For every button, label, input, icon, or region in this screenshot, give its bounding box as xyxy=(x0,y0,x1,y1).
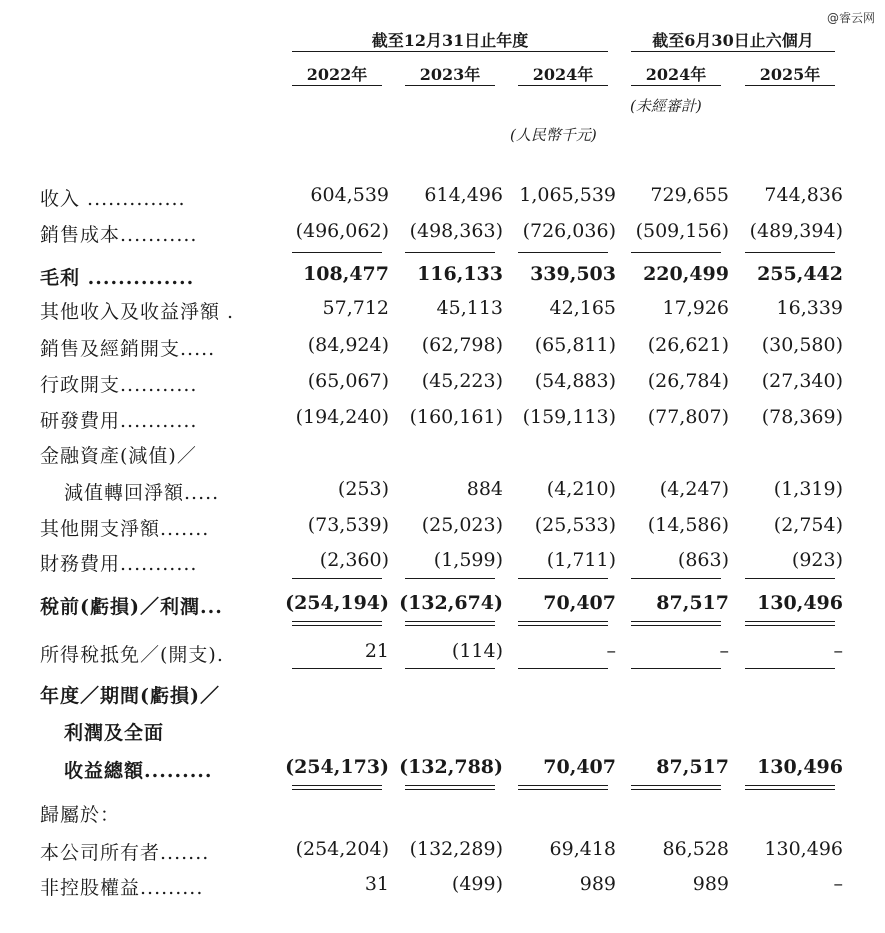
rule-single xyxy=(745,252,835,253)
table-cell: 614,496 xyxy=(424,184,503,206)
table-cell: (132,289) xyxy=(409,838,503,860)
table-cell: (45,223) xyxy=(421,370,503,392)
rule-double xyxy=(405,625,495,626)
table-cell: (489,394) xyxy=(749,220,843,242)
table-cell: (4,210) xyxy=(546,478,616,500)
rule-single xyxy=(518,252,608,253)
table-cell: 604,539 xyxy=(310,184,389,206)
rule-double xyxy=(631,621,721,622)
year-rule-4 xyxy=(631,85,721,86)
table-cell: 130,496 xyxy=(764,838,843,860)
header-group-halfyear-rule xyxy=(631,51,835,52)
table-cell: (26,784) xyxy=(647,370,729,392)
table-cell: (159,113) xyxy=(522,406,616,428)
rule-double xyxy=(292,789,382,790)
rule-double xyxy=(745,785,835,786)
row-label: 研發費用........... xyxy=(40,410,198,432)
rule-single xyxy=(405,578,495,579)
unit-note: (人民幣千元) xyxy=(510,126,597,144)
table-cell: 339,503 xyxy=(530,263,616,285)
table-cell: (14,586) xyxy=(647,514,729,536)
year-header-5: 2025年 xyxy=(759,65,821,84)
rule-double xyxy=(518,625,608,626)
table-cell: (160,161) xyxy=(409,406,503,428)
table-cell: 744,836 xyxy=(764,184,843,206)
table-cell: (1,711) xyxy=(546,549,616,571)
table-cell: (65,067) xyxy=(307,370,389,392)
table-cell: (4,247) xyxy=(659,478,729,500)
table-cell: 108,477 xyxy=(303,263,389,285)
rule-single xyxy=(745,578,835,579)
table-cell: (254,173) xyxy=(285,756,389,778)
table-cell: 989 xyxy=(692,873,729,895)
table-cell: (194,240) xyxy=(295,406,389,428)
table-cell: (25,533) xyxy=(534,514,616,536)
rule-double xyxy=(518,789,608,790)
table-cell: 21 xyxy=(364,640,389,662)
table-cell: 130,496 xyxy=(757,756,843,778)
table-cell: (78,369) xyxy=(761,406,843,428)
header-group-year: 截至12月31日止年度 xyxy=(371,31,529,50)
table-cell: (1,319) xyxy=(773,478,843,500)
row-label: 銷售及經銷開支..... xyxy=(40,338,216,360)
table-cell: (132,788) xyxy=(399,756,503,778)
row-label: 非控股權益......... xyxy=(40,877,204,899)
rule-double xyxy=(292,785,382,786)
rule-double xyxy=(405,621,495,622)
table-cell: 70,407 xyxy=(543,592,616,614)
table-cell: (114) xyxy=(451,640,503,662)
table-cell: 116,133 xyxy=(417,263,503,285)
rule-single xyxy=(405,252,495,253)
table-cell: 220,499 xyxy=(643,263,729,285)
table-cell: (496,062) xyxy=(295,220,389,242)
table-cell: – xyxy=(833,640,843,662)
rule-single xyxy=(631,668,721,669)
table-cell: 69,418 xyxy=(549,838,616,860)
table-cell: 255,442 xyxy=(757,263,843,285)
table-cell: 130,496 xyxy=(757,592,843,614)
table-cell: (54,883) xyxy=(534,370,616,392)
rule-single xyxy=(518,578,608,579)
table-cell: (923) xyxy=(791,549,843,571)
table-cell: (2,754) xyxy=(773,514,843,536)
table-cell: 87,517 xyxy=(656,756,729,778)
table-cell: 70,407 xyxy=(543,756,616,778)
table-cell: (253) xyxy=(337,478,389,500)
rule-single xyxy=(292,668,382,669)
table-cell: (84,924) xyxy=(307,334,389,356)
watermark-text: @睿云网 xyxy=(826,11,875,25)
row-label: 其他收入及收益淨額 . xyxy=(40,301,235,323)
year-rule-3 xyxy=(518,85,608,86)
header-group-halfyear: 截至6月30日止六個月 xyxy=(652,31,814,50)
year-rule-5 xyxy=(745,85,835,86)
table-cell: (25,023) xyxy=(421,514,503,536)
unaudited-note: (未經審計) xyxy=(630,97,702,115)
rule-double xyxy=(405,785,495,786)
header-group-year-rule xyxy=(292,51,608,52)
table-cell: 884 xyxy=(466,478,503,500)
table-cell: – xyxy=(833,873,843,895)
row-label: 年度／期間(虧損)／ xyxy=(40,685,220,707)
table-cell: (26,621) xyxy=(647,334,729,356)
table-cell: 1,065,539 xyxy=(519,184,616,206)
table-cell: – xyxy=(606,640,616,662)
row-label: 利潤及全面 xyxy=(64,722,165,744)
rule-single xyxy=(292,252,382,253)
row-label: 本公司所有者....... xyxy=(40,842,210,864)
year-rule-2 xyxy=(405,85,495,86)
table-cell: (498,363) xyxy=(409,220,503,242)
table-cell: (73,539) xyxy=(307,514,389,536)
table-cell: (62,798) xyxy=(421,334,503,356)
rule-double xyxy=(518,621,608,622)
table-cell: 45,113 xyxy=(436,297,503,319)
table-cell: (2,360) xyxy=(319,549,389,571)
table-cell: 57,712 xyxy=(322,297,389,319)
table-cell: (1,599) xyxy=(433,549,503,571)
row-label: 行政開支........... xyxy=(40,374,198,396)
row-label: 收入 .............. xyxy=(40,188,186,210)
year-header-1: 2022年 xyxy=(306,65,368,84)
rule-double xyxy=(292,621,382,622)
rule-single xyxy=(631,252,721,253)
year-header-4: 2024年 xyxy=(645,65,707,84)
rule-double xyxy=(631,625,721,626)
rule-double xyxy=(405,789,495,790)
rule-single xyxy=(745,668,835,669)
row-label: 金融資產(減值)／ xyxy=(40,445,197,467)
table-cell: (726,036) xyxy=(522,220,616,242)
rule-single xyxy=(518,668,608,669)
rule-double xyxy=(745,625,835,626)
table-cell: (499) xyxy=(451,873,503,895)
table-cell: (65,811) xyxy=(534,334,616,356)
table-cell: (254,194) xyxy=(285,592,389,614)
table-cell: (27,340) xyxy=(761,370,843,392)
table-cell: 86,528 xyxy=(662,838,729,860)
rule-double xyxy=(518,785,608,786)
rule-single xyxy=(631,578,721,579)
row-label: 銷售成本........... xyxy=(40,224,198,246)
row-label: 毛利 .............. xyxy=(40,267,195,289)
row-label: 其他開支淨額....... xyxy=(40,518,210,540)
year-header-2: 2023年 xyxy=(419,65,481,84)
table-cell: (509,156) xyxy=(635,220,729,242)
table-cell: (132,674) xyxy=(399,592,503,614)
table-cell: (863) xyxy=(677,549,729,571)
year-header-3: 2024年 xyxy=(532,65,594,84)
table-cell: 16,339 xyxy=(776,297,843,319)
rule-single xyxy=(405,668,495,669)
table-cell: 989 xyxy=(579,873,616,895)
rule-double xyxy=(631,785,721,786)
table-cell: (30,580) xyxy=(761,334,843,356)
row-label: 所得稅抵免／(開支). xyxy=(40,644,224,666)
rule-single xyxy=(292,578,382,579)
row-label: 減值轉回淨額..... xyxy=(64,482,220,504)
year-rule-1 xyxy=(292,85,382,86)
table-cell: 17,926 xyxy=(662,297,729,319)
table-cell: 31 xyxy=(364,873,389,895)
rule-double xyxy=(631,789,721,790)
rule-double xyxy=(745,621,835,622)
row-label: 收益總額......... xyxy=(64,760,213,782)
table-cell: – xyxy=(719,640,729,662)
rule-double xyxy=(292,625,382,626)
row-label: 稅前(虧損)／利潤... xyxy=(40,596,223,618)
table-cell: 42,165 xyxy=(549,297,616,319)
rule-double xyxy=(745,789,835,790)
table-cell: 729,655 xyxy=(650,184,729,206)
row-label: 歸屬於： xyxy=(40,804,121,826)
table-cell: 87,517 xyxy=(656,592,729,614)
row-label: 財務費用........... xyxy=(40,553,198,575)
table-cell: (254,204) xyxy=(295,838,389,860)
table-cell: (77,807) xyxy=(647,406,729,428)
